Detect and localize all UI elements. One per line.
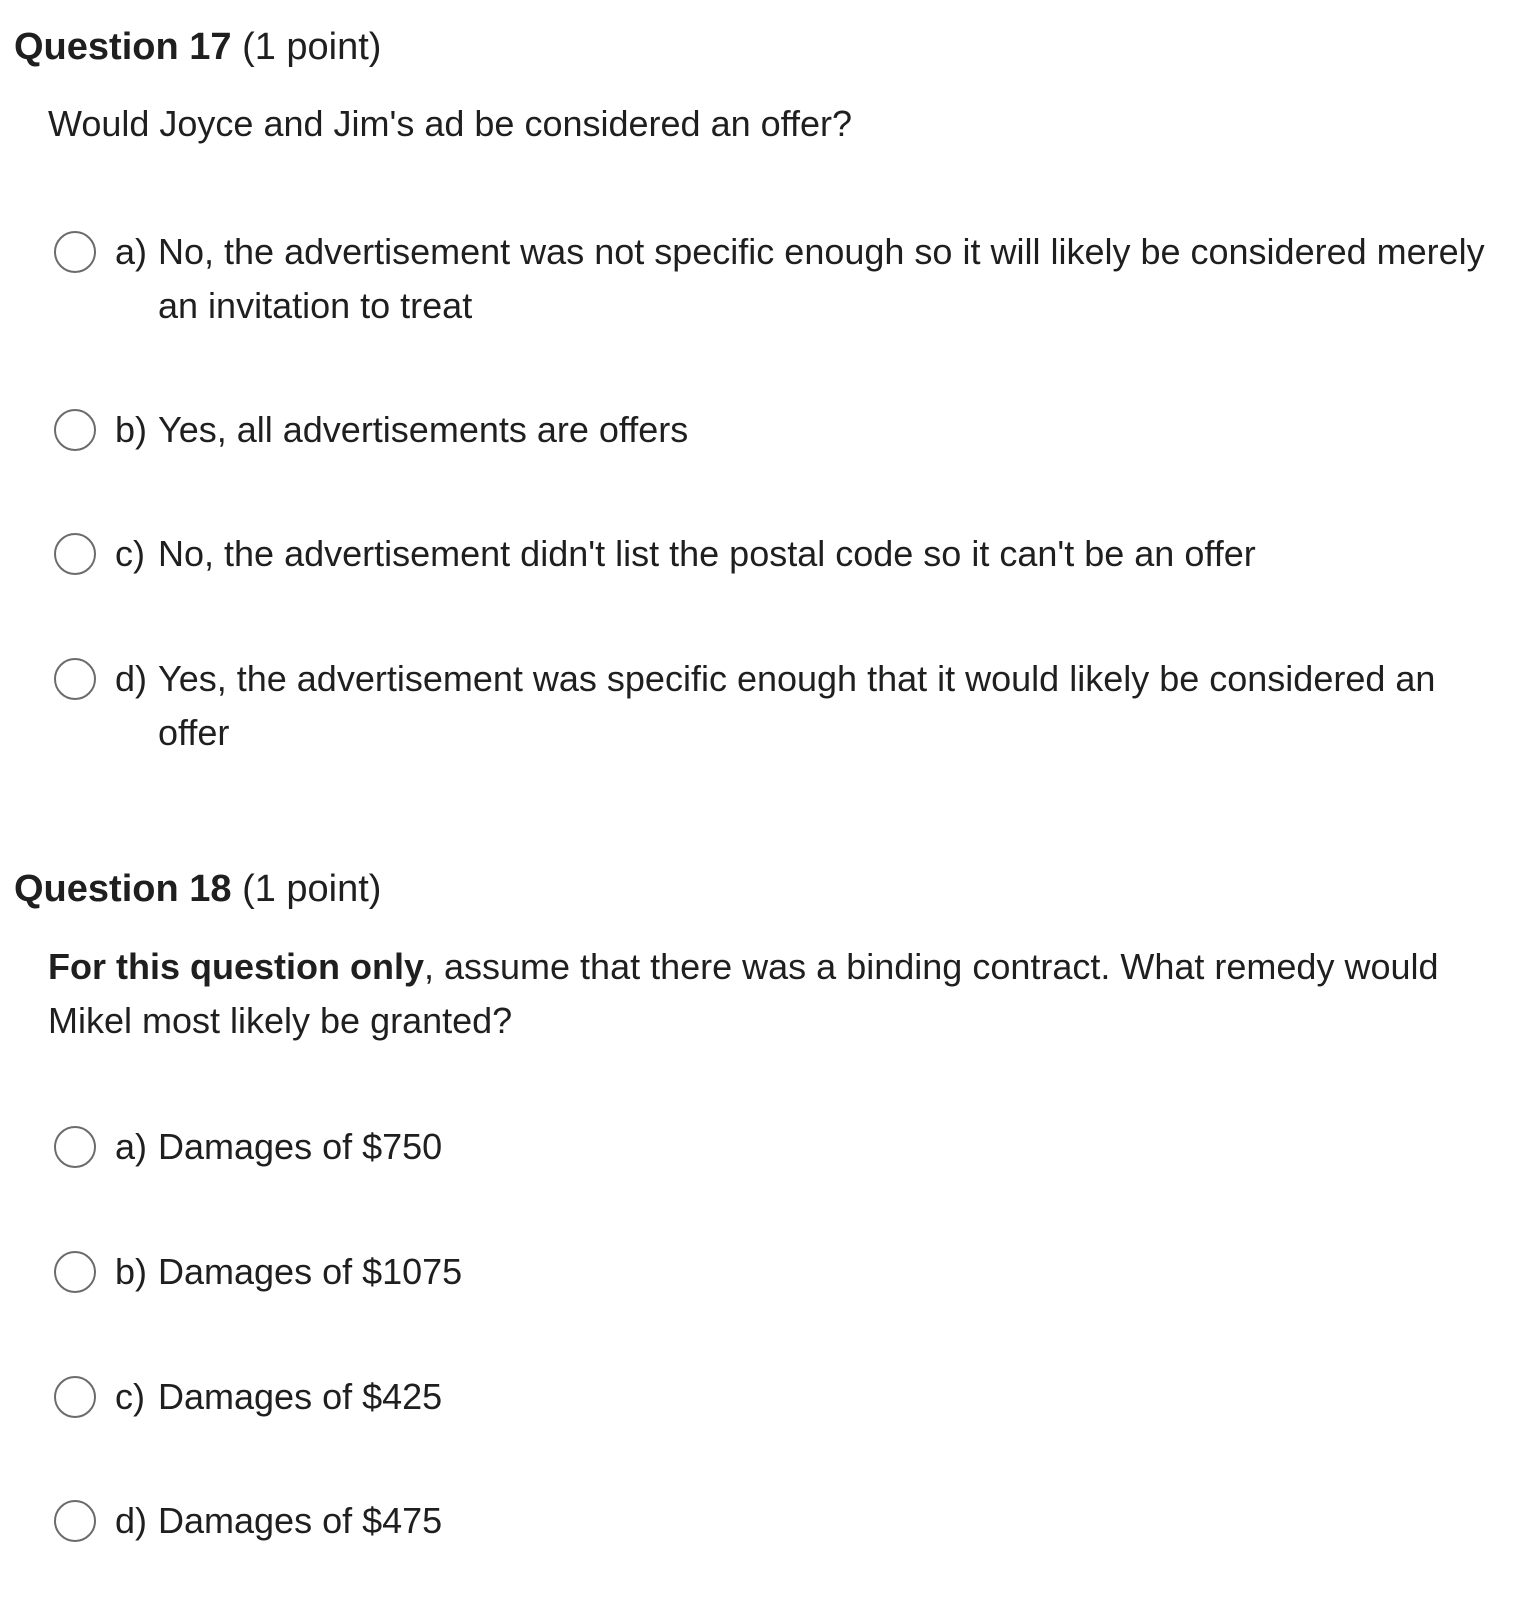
question-17-option-d[interactable] <box>54 652 1514 760</box>
question-18-option-c[interactable] <box>54 1370 1514 1424</box>
question-18-option-b[interactable] <box>54 1245 1514 1299</box>
radio-button[interactable] <box>54 231 96 273</box>
question-prompt-emphasis: For this question only <box>48 946 424 987</box>
question-number: Question 18 <box>14 868 232 910</box>
question-17-header <box>14 24 381 70</box>
option-letter: d) <box>115 1500 148 1541</box>
option-letter: b) <box>115 1251 148 1292</box>
question-18-option-d[interactable] <box>54 1494 1514 1548</box>
radio-button[interactable] <box>54 1376 96 1418</box>
question-number: Question 17 <box>14 26 232 68</box>
radio-button[interactable] <box>54 409 96 451</box>
option-text: Damages of $750 <box>158 1126 443 1167</box>
question-prompt: Would Joyce and Jim's ad be considered an offer? <box>48 103 853 144</box>
option-letter: c) <box>115 1376 145 1417</box>
question-17-option-a[interactable] <box>54 225 1514 333</box>
radio-button[interactable] <box>54 533 96 575</box>
question-prompt-text: , assume that there was a binding contract. What remedy would Mikel most likely be granted? <box>48 946 1439 1041</box>
radio-button[interactable] <box>54 1500 96 1542</box>
option-text: Damages of $475 <box>158 1500 443 1541</box>
question-points: (1 point) <box>242 868 382 910</box>
option-text: No, the advertisement was not specific enough so it will likely be considered merely an invitation to treat <box>158 231 1485 326</box>
option-letter: b) <box>115 409 148 450</box>
question-prompt <box>48 940 1468 1048</box>
radio-button[interactable] <box>54 658 96 700</box>
option-text: No, the advertisement didn't list the postal code so it can't be an offer <box>158 533 1256 574</box>
question-18-option-a[interactable] <box>54 1120 1514 1174</box>
option-text: Damages of $1075 <box>158 1251 463 1292</box>
question-18-header <box>14 866 381 912</box>
radio-button[interactable] <box>54 1126 96 1168</box>
question-17-option-c[interactable] <box>54 527 1514 581</box>
option-text: Yes, the advertisement was specific enough that it would likely be considered an offer <box>158 658 1436 753</box>
question-17-option-b[interactable] <box>54 403 1514 457</box>
option-letter: a) <box>115 231 148 272</box>
option-text: Yes, all advertisements are offers <box>158 409 689 450</box>
option-letter: d) <box>115 658 148 699</box>
radio-button[interactable] <box>54 1251 96 1293</box>
option-letter: c) <box>115 533 145 574</box>
option-text: Damages of $425 <box>158 1376 443 1417</box>
option-letter: a) <box>115 1126 148 1167</box>
question-points: (1 point) <box>242 26 382 68</box>
